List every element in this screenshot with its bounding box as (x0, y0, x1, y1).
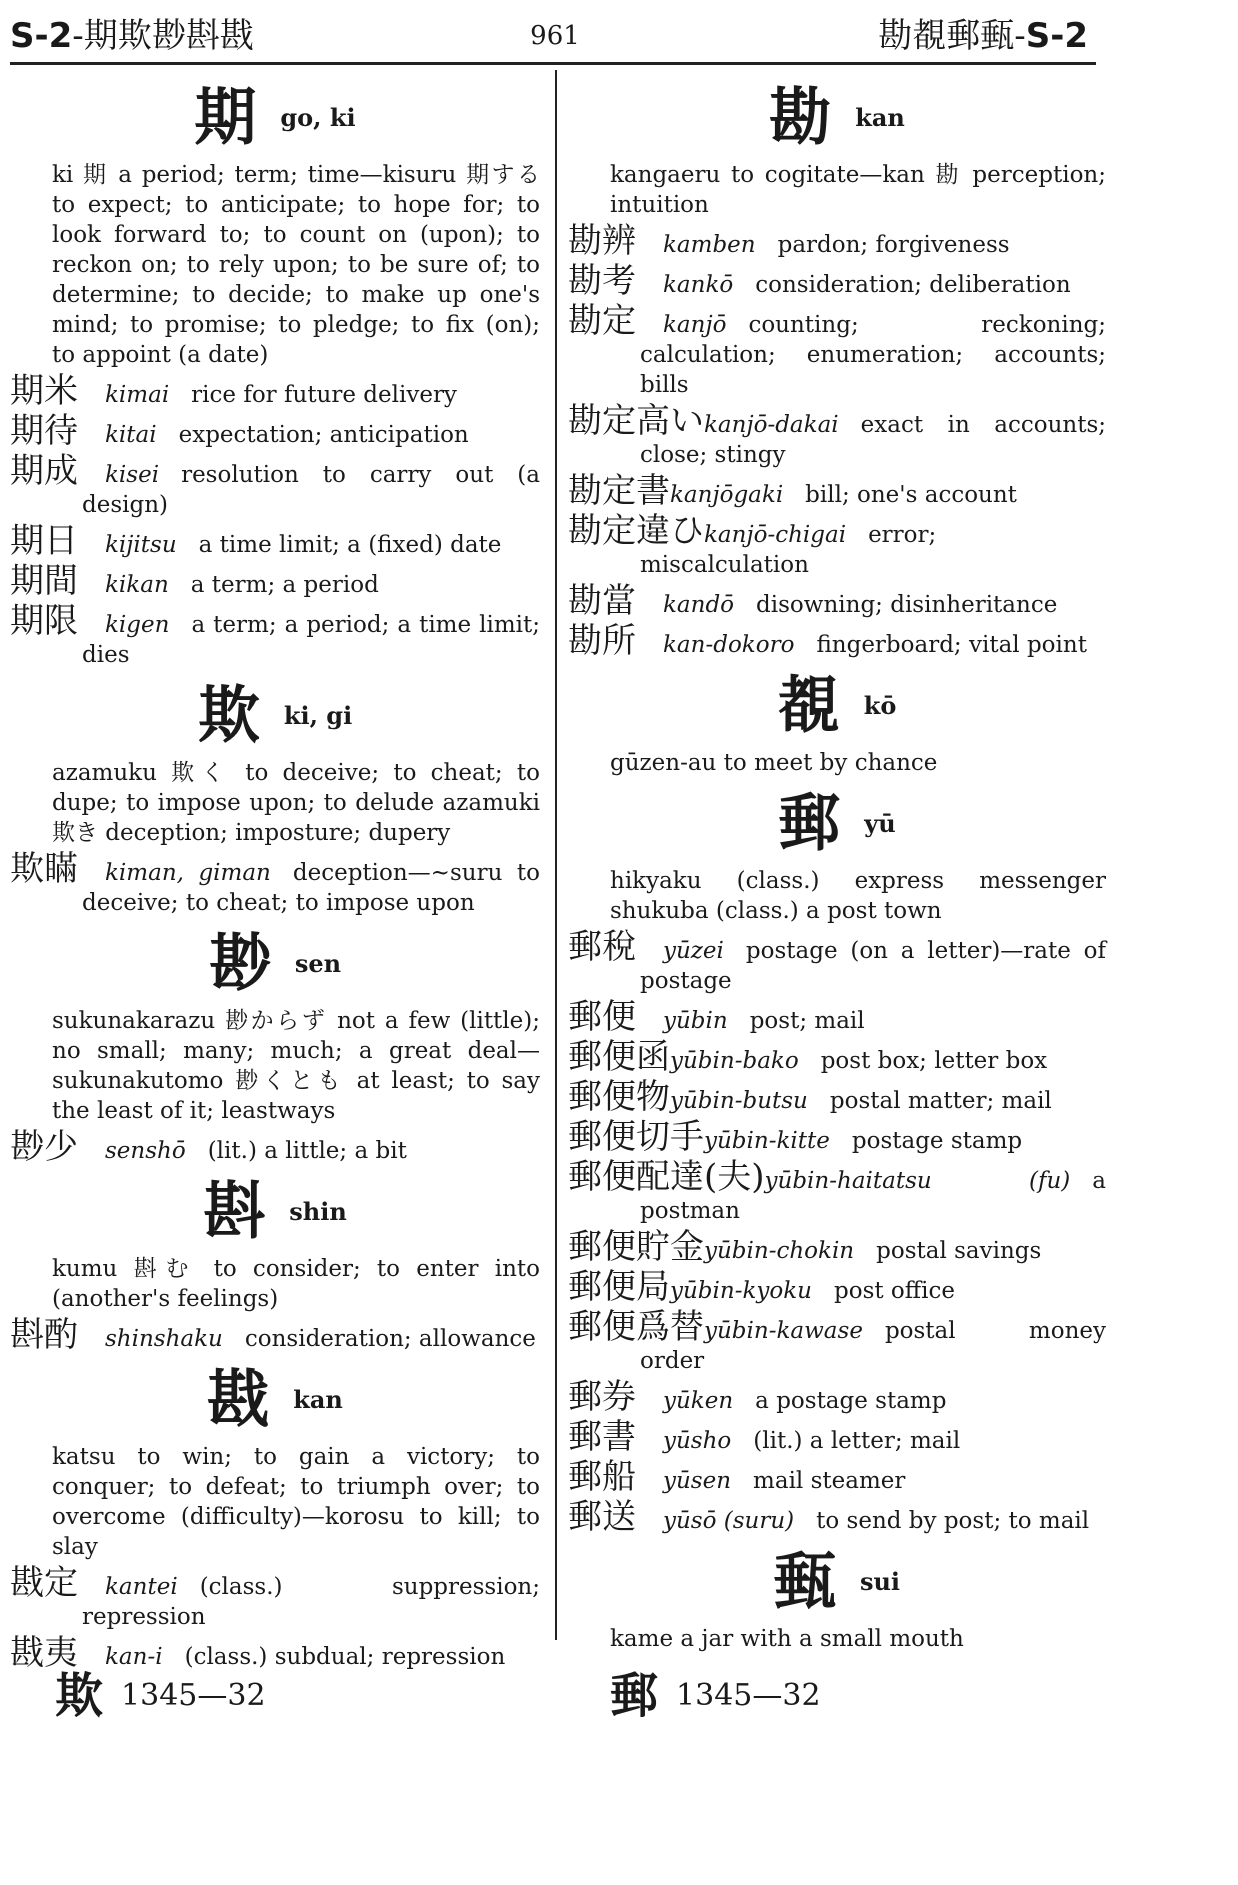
compound-definition: (lit.) a little; a bit (207, 1138, 407, 1164)
compound-romaji: kimai (105, 382, 170, 408)
compound-list (568, 221, 1106, 661)
compound-kanji: 期待 (10, 411, 78, 451)
entry-ki-gi (10, 678, 540, 918)
compound-kanji: 斟酌 (10, 1315, 78, 1355)
compound-romaji: kanjō-dakai (704, 412, 839, 438)
headword (10, 678, 540, 752)
head-kanji: 欺 (197, 678, 260, 752)
compound-kanji: 郵便局 (568, 1267, 670, 1307)
compound-line (10, 1633, 540, 1673)
head-reading: kan (855, 102, 905, 132)
head-reading: kan (293, 1384, 343, 1414)
compound-definition: consideration; deliberation (755, 272, 1071, 298)
compound-kanji: 勘定違ひ (568, 511, 704, 551)
compound-kanji: 勘定 (568, 301, 636, 341)
headword (568, 80, 1106, 154)
compound-kanji: 郵便函 (568, 1037, 670, 1077)
compound-list (10, 849, 540, 918)
compound-kanji: 戡夷 (10, 1633, 78, 1673)
headword (568, 1544, 1106, 1618)
compound-line (10, 1127, 540, 1167)
compound-romaji: yūbin-butsu (670, 1088, 808, 1114)
compound-line (10, 411, 540, 451)
compound-list (10, 1315, 540, 1355)
compound-kanji: 期日 (10, 521, 78, 561)
definition: kangaeru to cogitate—kan 勘 perception; intuition (610, 162, 1106, 218)
compound-kanji: 郵便切手 (568, 1117, 704, 1157)
compound-line (568, 1377, 1106, 1417)
compound-definition: consideration; allowance (244, 1326, 536, 1352)
footer-right (610, 1668, 821, 1724)
compound-definition: disowning; disinheritance (756, 592, 1058, 618)
definition: hikyaku (class.) express messenger shukuba (class.) a post town (610, 868, 1106, 924)
compound-kanji: 郵便物 (568, 1077, 670, 1117)
compound-line (10, 371, 540, 411)
definition: kumu 斟む to consider; to enter into (another's feelings) (52, 1256, 540, 1312)
compound-line (10, 451, 540, 520)
compound-definition: expectation; anticipation (178, 422, 469, 448)
footer-code: 1345—32 (121, 1678, 266, 1713)
headword (10, 1174, 540, 1248)
compound-line (568, 1417, 1106, 1457)
compound-definition: a time limit; a (fixed) date (198, 532, 502, 558)
compound-kanji: 郵書 (568, 1417, 636, 1457)
compound-kanji: 郵稅 (568, 927, 636, 967)
compound-romaji: yūbin-kawase (704, 1318, 863, 1344)
compound-line (10, 1315, 540, 1355)
compound-definition: mail steamer (753, 1468, 906, 1494)
compound-romaji: yūsho (663, 1428, 732, 1454)
compound-romaji: yūken (663, 1388, 734, 1414)
headword (10, 926, 540, 1000)
compound-definition: exact in accounts; close; stingy (640, 412, 1106, 468)
footer-kanji: 郵 (610, 1668, 659, 1724)
compound-definition: postage (on a letter)—rate of postage (640, 938, 1106, 994)
compound-line (568, 621, 1106, 661)
header-right-chars: 勘覩郵甀- (878, 16, 1026, 56)
compound-romaji: yūzei (663, 938, 724, 964)
compound-line (568, 261, 1106, 301)
compound-kanji: 期間 (10, 561, 78, 601)
compound-definition: rice for future delivery (191, 382, 457, 408)
compound-kanji: 郵船 (568, 1457, 636, 1497)
compound-kanji: 郵便貯金 (568, 1227, 704, 1267)
head-kanji: 郵 (778, 786, 841, 860)
compound-line (568, 511, 1106, 580)
compound-definition: (class.) suppression; repression (82, 1574, 540, 1630)
head-reading: yū (864, 808, 896, 838)
compound-romaji: yūbin-haitatsu (fu) (764, 1168, 1071, 1194)
header-left (10, 12, 254, 60)
footer-code: 1345—32 (676, 1678, 821, 1713)
compound-line (568, 221, 1106, 261)
compound-romaji: kankō (663, 272, 734, 298)
compound-romaji: yūbin (663, 1008, 728, 1034)
compound-definition: a term; a period (190, 572, 379, 598)
compound-romaji: yūbin-kyoku (670, 1278, 812, 1304)
footer-kanji: 欺 (55, 1668, 104, 1724)
compound-line (568, 1077, 1106, 1117)
compound-definition: bill; one's account (805, 482, 1017, 508)
compound-kanji: 期米 (10, 371, 78, 411)
compound-definition: postal savings (876, 1238, 1042, 1264)
compound-list (10, 1563, 540, 1673)
head-kanji: 勘 (769, 80, 832, 154)
compound-line (568, 1267, 1106, 1307)
compound-line (568, 581, 1106, 621)
entry-ko (568, 668, 1106, 778)
compound-line (568, 997, 1106, 1037)
head-reading: go, ki (280, 102, 356, 132)
page-number: 961 (530, 21, 580, 51)
head-reading: kō (863, 690, 897, 720)
compound-romaji: kiman, giman (105, 860, 271, 886)
compound-line (568, 471, 1106, 511)
head-kanji: 尠 (208, 926, 271, 1000)
entry-sen (10, 926, 540, 1166)
headword (10, 80, 540, 154)
compound-line (568, 1037, 1106, 1077)
compound-line (568, 1117, 1106, 1157)
entry-sui (568, 1544, 1106, 1654)
compound-romaji: yūsen (663, 1468, 732, 1494)
footer-left (55, 1668, 266, 1724)
compound-definition: postal matter; mail (829, 1088, 1052, 1114)
head-kanji: 戡 (207, 1362, 270, 1436)
compound-romaji: kan-dokoro (663, 632, 795, 658)
head-kanji: 期 (194, 80, 257, 154)
compound-romaji: kisei (105, 462, 160, 488)
compound-list (10, 1127, 540, 1167)
compound-definition: postage stamp (851, 1128, 1023, 1154)
compound-kanji: 郵便爲替 (568, 1307, 704, 1347)
compound-romaji: kamben (663, 232, 756, 258)
compound-definition: a postage stamp (755, 1388, 947, 1414)
header-right (878, 12, 1088, 60)
compound-definition: counting; reckoning; calculation; enumeration; accounts; bills (640, 312, 1106, 398)
compound-line (568, 1307, 1106, 1376)
compound-kanji: 勘定高い (568, 401, 704, 441)
definition: azamuku 欺く to deceive; to cheat; to dupe; to impose upon; to delude azamuki 欺き deception; imposture; dupery (52, 760, 540, 846)
compound-romaji: kantei (105, 1574, 178, 1600)
compound-definition: (lit.) a letter; mail (753, 1428, 961, 1454)
compound-definition: a term; a period; a time limit; dies (82, 612, 540, 668)
section-code-left: S-2 (10, 16, 73, 56)
compound-kanji: 欺瞞 (10, 849, 78, 889)
compound-line (568, 927, 1106, 996)
compound-line (568, 401, 1106, 470)
compound-romaji: kan-i (105, 1644, 163, 1670)
head-reading: shin (289, 1196, 347, 1226)
compound-romaji: yūsō (suru) (663, 1508, 795, 1534)
section-code-right: S-2 (1025, 16, 1088, 56)
head-reading: ki, gi (283, 700, 353, 730)
header-rule (10, 62, 1096, 65)
entry-yu (568, 786, 1106, 1536)
compound-line (10, 849, 540, 918)
compound-line (10, 1563, 540, 1632)
definition: kame a jar with a small mouth (610, 1626, 964, 1652)
compound-kanji: 郵便 (568, 997, 636, 1037)
compound-line (10, 561, 540, 601)
compound-kanji: 勘所 (568, 621, 636, 661)
compound-kanji: 勘當 (568, 581, 636, 621)
compound-kanji: 期限 (10, 601, 78, 641)
head-reading: sui (859, 1566, 901, 1596)
compound-line (10, 601, 540, 670)
compound-definition: to send by post; to mail (816, 1508, 1090, 1534)
head-kanji: 覩 (777, 668, 840, 742)
compound-line (568, 1157, 1106, 1226)
column-divider (555, 70, 557, 1640)
compound-definition: post; mail (749, 1008, 865, 1034)
left-column (10, 72, 540, 1678)
entry-go-ki (10, 80, 540, 670)
definition: sukunakarazu 尠からず not a few (little); no small; many; much; a great deal—sukunakutomo 尠くとも at least; to say the least of it; leastways (52, 1008, 540, 1124)
compound-definition: deception—~suru to deceive; to cheat; to impose upon (82, 860, 540, 916)
entry-kan-left (10, 1362, 540, 1672)
compound-definition: pardon; forgiveness (777, 232, 1010, 258)
head-reading: sen (294, 948, 342, 978)
header-left-chars: -期欺尠斟戡 (72, 16, 254, 56)
compound-romaji: yūbin-chokin (704, 1238, 855, 1264)
compound-romaji: kigen (105, 612, 170, 638)
compound-kanji: 期成 (10, 451, 78, 491)
compound-line (10, 521, 540, 561)
compound-romaji: kandō (663, 592, 735, 618)
head-kanji: 斟 (203, 1174, 266, 1248)
compound-definition: post office (834, 1278, 955, 1304)
compound-romaji: kanjō (663, 312, 727, 338)
compound-romaji: kijitsu (105, 532, 177, 558)
compound-romaji: kitai (105, 422, 157, 448)
compound-kanji: 戡定 (10, 1563, 78, 1603)
compound-definition: postal money order (640, 1318, 1106, 1374)
definition: gūzen-au to meet by chance (610, 750, 938, 776)
compound-list (568, 927, 1106, 1537)
definition: katsu to win; to gain a victory; to conquer; to defeat; to triumph over; to overcome (difficulty)—korosu to kill; to slay (52, 1444, 540, 1560)
entry-shin (10, 1174, 540, 1354)
compound-line (568, 1497, 1106, 1537)
compound-kanji: 尠少 (10, 1127, 78, 1167)
compound-romaji: kanjōgaki (670, 482, 784, 508)
compound-kanji: 勘考 (568, 261, 636, 301)
headword (568, 668, 1106, 742)
compound-definition: a postman (640, 1168, 1106, 1224)
compound-line (568, 1457, 1106, 1497)
compound-definition: fingerboard; vital point (816, 632, 1087, 658)
compound-kanji: 勘辨 (568, 221, 636, 261)
compound-definition: error; miscalculation (640, 522, 937, 578)
definition: ki 期 a period; term; time—kisuru 期する to expect; to anticipate; to hope for; to look forward to; to count on (upon); to reckon on; to rely upon; to be sure of; to determine; to decide; to make up one's mind; to promise; to pledge; to fix (on); to appoint (a date) (52, 162, 540, 368)
compound-kanji: 勘定書 (568, 471, 670, 511)
compound-list (10, 371, 540, 670)
compound-romaji: kanjō-chigai (704, 522, 847, 548)
headword (10, 1362, 540, 1436)
headword (568, 786, 1106, 860)
head-kanji: 甀 (773, 1544, 836, 1618)
entry-kan-right (568, 80, 1106, 660)
compound-kanji: 郵便配達(夫) (568, 1157, 765, 1197)
compound-romaji: yūbin-kitte (704, 1128, 830, 1154)
compound-definition: resolution to carry out (a design) (82, 462, 540, 518)
compound-romaji: kikan (105, 572, 169, 598)
compound-definition: (class.) subdual; repression (184, 1644, 506, 1670)
compound-kanji: 郵送 (568, 1497, 636, 1537)
compound-line (568, 1227, 1106, 1267)
compound-romaji: senshō (105, 1138, 186, 1164)
compound-line (568, 301, 1106, 400)
compound-definition: post box; letter box (820, 1048, 1048, 1074)
compound-romaji: shinshaku (105, 1326, 223, 1352)
right-column (568, 72, 1106, 1660)
compound-romaji: yūbin-bako (670, 1048, 799, 1074)
compound-kanji: 郵券 (568, 1377, 636, 1417)
